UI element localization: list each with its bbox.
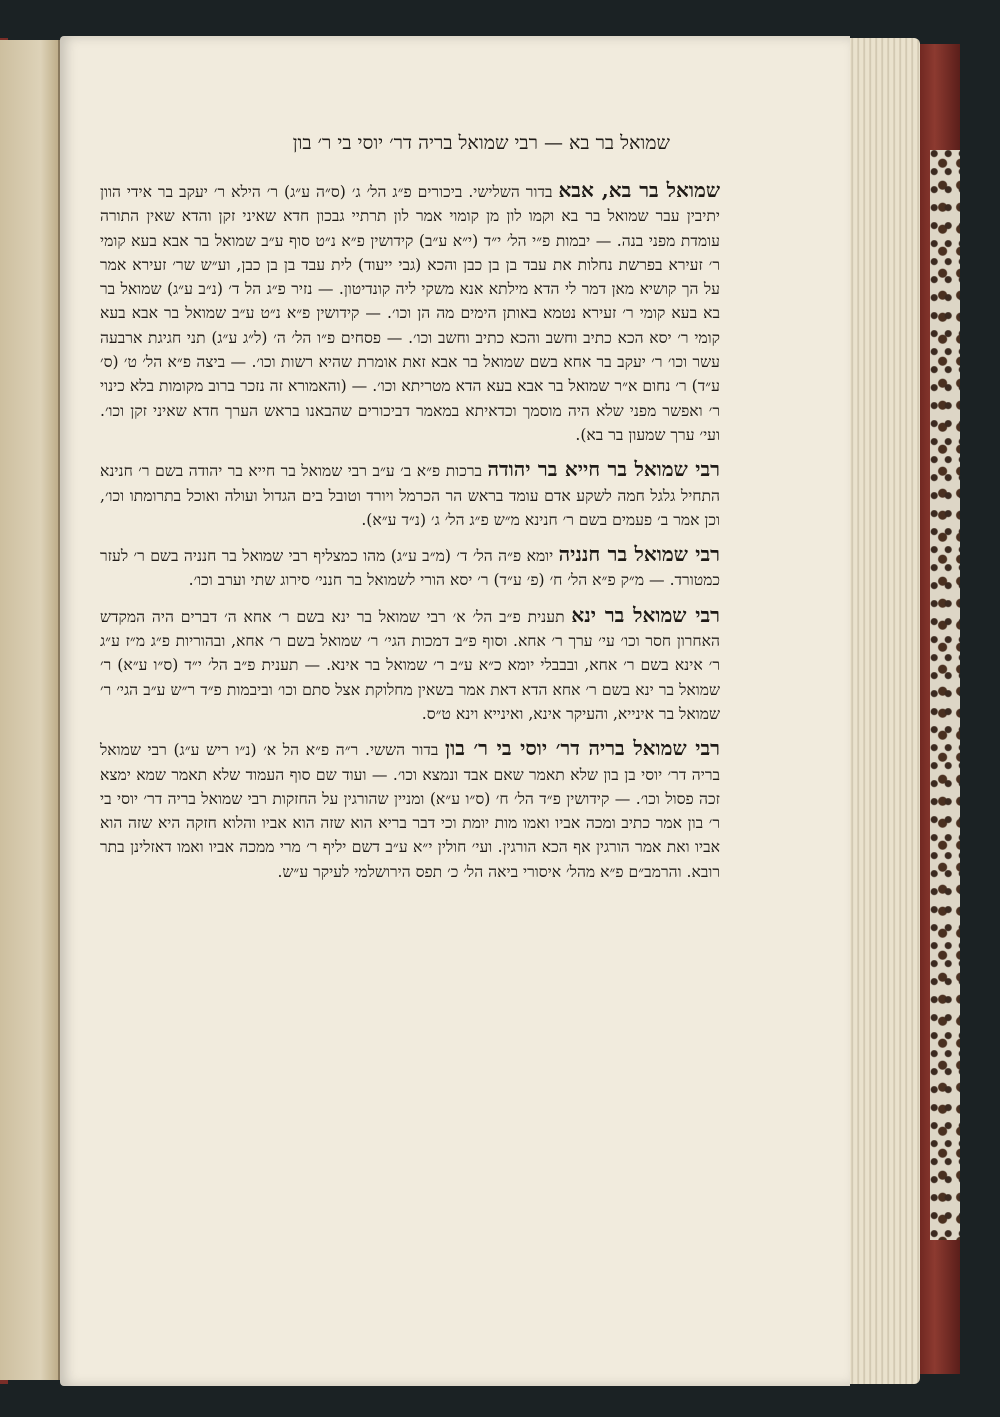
entry-paragraph <box>100 457 720 532</box>
entry-paragraph <box>100 178 720 447</box>
entry-heading: שמואל בר בא, אבא <box>558 178 721 202</box>
entry-paragraph <box>100 542 720 593</box>
running-header: שמואל בר בא — רבי שמואל בריה דר׳ יוסי בי ר׳ בון <box>292 132 670 154</box>
marbled-endpaper <box>930 150 960 1240</box>
entry-text: תענית פ״ב הל׳ א׳ רבי שמואל בר ינא בשם ר׳ אחא ה׳ דברים היה המקדש האחרון חסר וכו׳ עי׳ ערך ר׳ אחא. וסוף פ״ב דמכות הגי׳ ר׳ שמואל בשם ר׳ אחא, ובהוריות פ״ג מ״ז ע״ג ר׳ אינא בשם ר׳ אחא, ובבבלי יומא כ״א ע״ב ר׳ שמואל בר אינא. — תענית פ״ב הל׳ י״ד (ס״ו ע״א) ר׳ שמואל בר ינא בשם ר׳ אחא הדא דאת אמר בשאין מחלוקת אצל סתם וכו׳ וביבמות פ״ד ר״ש ע״ב הגי׳ ר׳ שמואל בר אינייא, והעיקר אינא, ואינייא וינא ט״ס. <box>100 607 720 723</box>
entry-paragraph <box>100 736 720 884</box>
entry-text: בדור הששי. ר״ה פ״א הל א׳ (נ״ו ריש ע״ג) רבי שמואל בריה דר׳ יוסי בן בון שלא תאמר שאם אבד ונמצא וכו׳. — ועוד שם סוף העמוד שלא תאמר שמא ימצא זכה פסול וכו׳. — קידושין פ״ד הל׳ ח׳ (ס״ו ע״א) ומניין שהורגין על החזקות רבי שמואל בריה דר׳ יוסי בי ר׳ בון אמר כתיב ומכה אביו ואמו מות יומת וכי דבר בריא הוא שזה הוא אביו והלוא חזקה היא שזה הוא אביו ואת אמר הורגין אף הכא הורגין. ועי׳ חולין י״א ע״ב דשם יליף ר׳ מרי ממכה אביו ואמו דאזלינן בתר רובא. והרמב״ם פ״א מהל׳ איסורי ביאה הל׳ כ׳ תפס הירושלמי לעיקר ע״ש. <box>100 741 720 881</box>
entry-heading: רבי שמואל בריה דר׳ יוסי בי ר׳ בון <box>445 736 721 761</box>
entry-heading: רבי שמואל בר ינא <box>571 602 720 627</box>
entry-paragraph <box>100 603 720 726</box>
entry-text: ברכות פ״א ב׳ ע״ב רבי שמואל בר חייא בר יהודה בשם ר׳ חנינא התחיל גלגל חמה לשקע אדם עומד בראש הר הכרמל ויורד וטובל בים הגדול ועולה ואוכל בתרומתו וכו׳, וכן אמר ב׳ פעמים בשם ר׳ חנינא מ״ש פ״ג הל׳ ג׳ (נ״ד ע״א). <box>100 462 720 529</box>
entry-text: בדור השלישי. ביכורים פ״ג הל׳ ג׳ (ס״ה ע״ג) ר׳ הילא ר׳ יעקב בר אידי הוון יתיבין עבר שמואל בר בא וקמו לון מן קומוי אמר לון תרתיי גבכון חדא שאיני זקן והדא שאין התורה עומדת מפני בנה. — יבמות פ״י הל׳ י״ד (י״א ע״ב) קידושין פ״א נ״ט סוף ע״ב שמואל בר אבא בעא קומי ר׳ זעירא בפרשת נחלות את עבד בן בן כבן והכא (גבי ייעוד) לית עבד בן בן כבן, וע״ש שר׳ זעירא אמר על הך קושיא מאן דמר לי הדא מילתא אנא משקי ליה קונדיטון. — נזיר פ״ג הל ד׳ (נ״ב ע״ג) שמואל בר בא בעא קומי ר׳ זעירא נטמא באותן הימים מה הן וכו׳. — קידושין פ״א נ״ט ע״ב שמואל בר אבא בעא קומי ר׳ יסא הכא כתיב וחשב והכא כתיב וחשב וכו׳. — פסחים פ״ו הל׳ ה׳ (ל״ג ע״ג) תני חגיגת ארבעה עשר וכו׳ ר׳ יעקב בר אחא בשם שמואל בר אבא זאת אומרת שהיא רשות וכו׳. — ביצה פ״א הל׳ ט׳ (ס׳ ע״ד) ר׳ נחום א״ר שמואל בר אבא בעא הדא מטריתא וכו׳. — (והאמורא זה נזכר ברוב מקומות בלא כינוי ר׳ ואפשר מפני שלא היה מוסמך וכדאיתא במאמר דביכורים שהבאנו בראש הערך חדא שאיני זקן וכו׳. ועי׳ ערך שמעון בר בא). <box>100 183 720 444</box>
entry-text: יומא פ״ה הל׳ ד׳ (מ״ב ע״ג) מהו כמצליף רבי שמואל בר חנניה בשם ר׳ לעזר כמטורד. — מ״ק פ״א הל׳ ח׳ (פ׳ ע״ד) ר׳ יסא הורי לשמואל בר חנני׳ סירוג שתי וערב וכו׳. <box>100 547 720 590</box>
entry-heading: רבי שמואל בר חנניה <box>558 542 720 567</box>
facing-page-edge <box>0 40 60 1380</box>
entry-heading: רבי שמואל בר חייא בר יהודה <box>487 457 720 482</box>
page-body <box>100 178 720 890</box>
